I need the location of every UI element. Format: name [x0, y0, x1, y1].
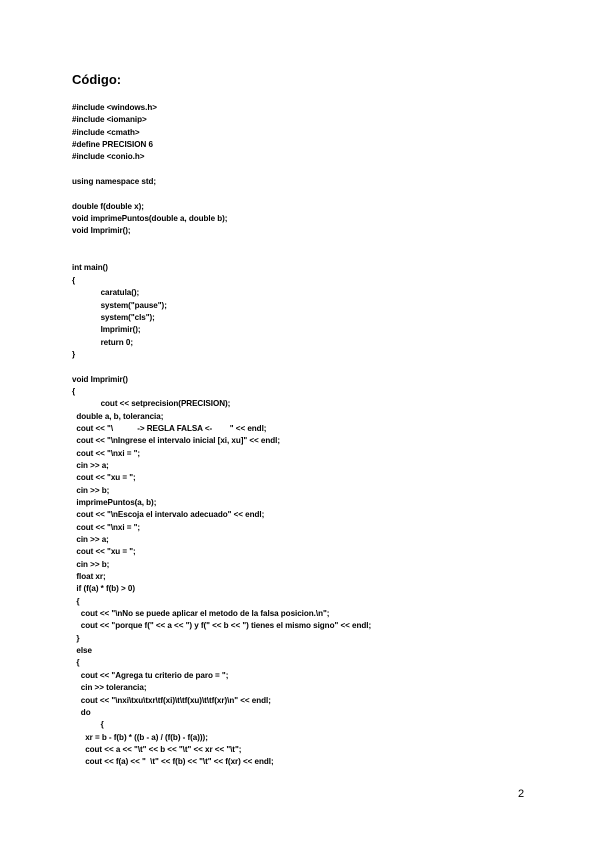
code-line: if (f(a) * f(b) > 0) — [72, 584, 135, 594]
code-line: int main() — [72, 263, 108, 273]
code-line: cout << "\nxi = "; — [72, 448, 141, 458]
code-line: { — [72, 658, 80, 668]
page-number: 2 — [518, 788, 525, 800]
code-line: cin >> tolerancia; — [72, 683, 147, 693]
code-line: { — [72, 720, 104, 730]
code-line: cout << "xu = "; — [72, 473, 136, 483]
section-heading: Código: — [72, 72, 122, 87]
code-line: { — [72, 275, 76, 285]
code-line: do — [72, 707, 91, 717]
code-line — [72, 238, 572, 250]
code-line: void imprimePuntos(double a, double b); — [72, 214, 228, 224]
code-line: cout << "\nxi\txu\txr\tf(xi)\t\tf(xu)\t\tf(xr)\n" << endl; — [72, 695, 271, 705]
code-line: cout << f(a) << " \t" << f(b) << "\t" << f(xr) << endl; — [72, 757, 274, 767]
code-line: return 0; — [72, 337, 133, 347]
code-line: cout << "\nxi = "; — [72, 522, 141, 532]
code-line: else — [72, 646, 92, 656]
code-line: cout << a << "\t" << b << "\t" << xr << "\t"; — [72, 744, 242, 754]
code-line: system("pause"); — [72, 300, 167, 310]
code-line: #define PRECISION 6 — [72, 140, 153, 150]
code-line: imprimePuntos(a, b); — [72, 498, 157, 507]
code-line — [72, 188, 572, 200]
code-line: #include <windows.h> — [72, 103, 157, 112]
code-line: } — [72, 633, 80, 643]
code-line: cout << "Agrega tu criterio de paro = "; — [72, 670, 229, 680]
code-line: void Imprimir(); — [72, 226, 131, 236]
code-line — [72, 361, 572, 373]
code-line: system("cls"); — [72, 312, 155, 322]
code-line: cout << "xu = "; — [72, 547, 136, 557]
code-line: cin >> a; — [72, 535, 109, 545]
code-line: } — [72, 349, 76, 359]
code-line: #include <cmath> — [72, 127, 140, 137]
code-line: #include <iomanip> — [72, 115, 147, 125]
code-line: Imprimir(); — [72, 325, 141, 335]
code-line: cin >> b; — [72, 485, 110, 495]
code-block — [72, 102, 572, 769]
code-line: double a, b, tolerancia; — [72, 411, 164, 421]
code-line: xr = b - f(b) * ((b - a) / (f(b) - f(a))); — [72, 732, 208, 742]
code-line: { — [72, 386, 76, 396]
code-line: cout << "\nNo se puede aplicar el metodo de la falsa posicion.\n"; — [72, 609, 330, 619]
code-line: cin >> b; — [72, 559, 110, 569]
code-line: cout << "\nIngrese el intervalo inicial [xi, xu]" << endl; — [72, 436, 280, 446]
code-line: cout << "porque f(" << a << ") y f(" << b << ") tienes el mismo signo" << endl; — [72, 621, 372, 631]
code-line: cout << setprecision(PRECISION); — [72, 399, 231, 409]
code-line: float xr; — [72, 572, 106, 582]
code-line: { — [72, 596, 80, 606]
code-line: void Imprimir() — [72, 374, 128, 384]
code-line: cout << "\ -> REGLA FALSA <- " << endl; — [72, 423, 267, 433]
code-line: cout << "\nEscoja el intervalo adecuado" << endl; — [72, 510, 265, 520]
code-line — [72, 164, 572, 176]
code-line — [72, 250, 572, 262]
code-line: double f(double x); — [72, 201, 144, 211]
code-line: #include <conio.h> — [72, 152, 145, 162]
code-line: cin >> a; — [72, 460, 109, 470]
code-line: caratula(); — [72, 288, 140, 298]
code-line: using namespace std; — [72, 177, 157, 187]
